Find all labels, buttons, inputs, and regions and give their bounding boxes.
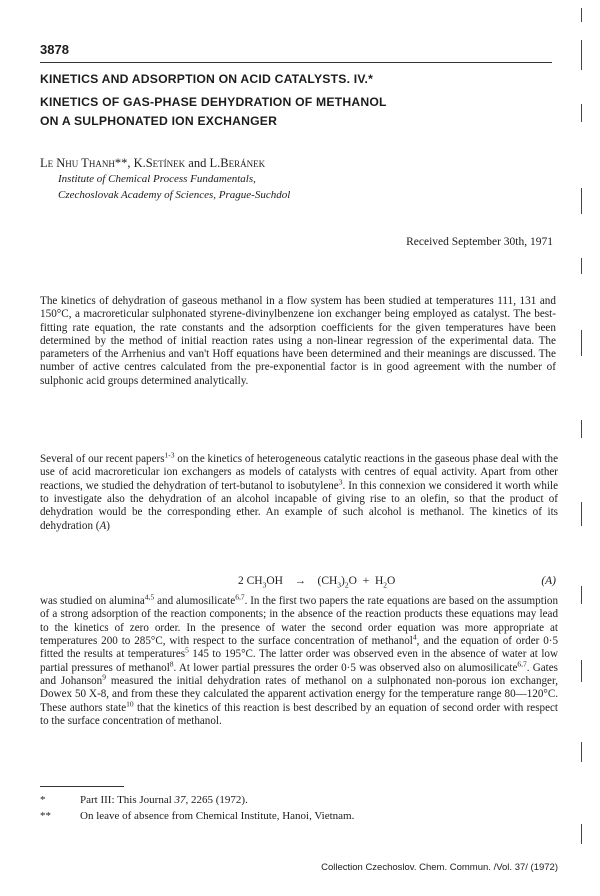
scan-margin-mark (581, 258, 582, 274)
text-run: , and the equation of order 0·5 fitted the results at temperatures (40, 635, 558, 661)
text-run: and alumosilicate (154, 595, 236, 607)
affiliation-line-1: Institute of Chemical Process Fundamentals, (58, 173, 256, 185)
journal-citation: Collection Czechoslov. Chem. Commun. /Vol. 37/ (1972) (321, 862, 558, 873)
text-run: Several of our recent papers (40, 453, 165, 465)
scan-margin-mark (581, 40, 582, 70)
title-line-3: ON A SULPHONATED ION EXCHANGER (40, 114, 278, 128)
page-number: 3878 (40, 42, 69, 57)
text-run: . In this connexion we considered it worth while to investigate also the dehydration of an alcohol incapable of giving rise to an olefin, so that the product of dehydration would be the corresponding ether. An example of such alcohol is methanol. The kinetics of its dehydration ( (40, 479, 559, 532)
citation-ref: 6,7 (235, 592, 245, 602)
author-name: K.Setínek (133, 156, 186, 170)
citation-ref: 10 (126, 699, 134, 709)
citation-ref: 6,7 (517, 659, 527, 669)
scan-margin-mark (581, 330, 582, 356)
scan-margin-mark (581, 742, 582, 762)
citation-ref: 4 (412, 632, 417, 642)
citation-ref: 5 (185, 645, 189, 655)
equation-ref: A (99, 519, 107, 532)
text-run: . At lower partial pressures the order 0·5 was observed also on alumosilicate (173, 661, 518, 674)
abstract: The kinetics of dehydration of gaseous methanol in a flow system has been studied at temperatures 111, 131 and 150°C, a macroreticular sulphonated styrene-divinylbenzene ion exchanger being employed as catalyst. The best-fitting rate equation, the rate constants and the adsorption coefficients for the given temperatures have been determined by the method of initial reaction rates using a non-linear regression of the experimental data. The parameters of the Arrhenius and van't Hoff equations have been determined and their meanings are discussed. The number of active centres calculated from the pre-exponential factor is in good agreement with the number of sulphonic acid groups determined analytically. (40, 295, 556, 387)
scan-margin-mark (581, 502, 582, 526)
citation-ref: 1-3 (164, 450, 175, 460)
text-run: ) (106, 519, 110, 532)
text-run: . In the first two papers the rate equations are based on the assumption of a strong adsorption of the reaction components; in the absence of the reaction products these equations may lead to the kinetics of zero order. In the presence of water the second order equation was more appropriate at temperatures 200 to 285°C, with respect to the surface concentration of methanol (40, 595, 558, 648)
footnote-rule (40, 786, 124, 787)
text-run: . Gates and Johanson (40, 661, 558, 688)
scan-margin-mark (581, 824, 582, 844)
citation-ref: 3 (338, 477, 343, 486)
footnote-2: ** On leave of absence from Chemical Institute, Hanoi, Vietnam. (40, 810, 355, 822)
body-paragraph-1 (40, 450, 559, 533)
author-separator: and (185, 156, 210, 170)
text-run: on the kinetics of heterogeneous catalytic reactions in the gaseous phase deal with the use of acid macroreticular ion exchangers as models of catalysts with centres of equal activity. Apart from other reactions, we studied the dehydration of tert-butanol to isobutylene (40, 453, 558, 492)
equation-label: (A) (541, 575, 556, 587)
citation-ref: 9 (102, 672, 106, 682)
body-paragraph-2 (40, 592, 559, 728)
title-line-1: KINETICS AND ADSORPTION ON ACID CATALYSTS. IV.* (40, 72, 374, 86)
scan-margin-mark (581, 104, 582, 122)
scan-margin-mark (581, 8, 582, 22)
affiliation-line-2: Czechoslovak Academy of Sciences, Prague-Suchdol (58, 189, 291, 201)
volume-number: 37 (174, 794, 186, 806)
text-run: 145 to 195°C. The latter order was observed even in the absence of water at low partial pressures of methanol (40, 648, 558, 674)
scan-margin-mark (581, 586, 582, 604)
text-run: measured the initial dehydration rates of methanol on a sulphonated non-porous ion exchanger, Dowex 50 X-8, and from these they calculated the apparent activation energy for the temperature range 80—120°C. These authors state (40, 675, 558, 714)
footnote-1: * Part III: This Journal 37, 2265 (1972). (40, 794, 248, 806)
equation-body: 2 $CH_3OH$ → $(CH_3)_2O + H_2O$ (238, 575, 396, 590)
author-separator: , (127, 156, 134, 170)
author-list (40, 156, 265, 171)
author-name: L.Beránek (209, 156, 266, 170)
text-run: that the kinetics of this reaction is best described by an equation of second order with respect to the surface concentration of methanol. (40, 701, 559, 728)
footnote-mark: ** (40, 810, 51, 822)
reaction-equation (40, 575, 556, 591)
text-run: was studied on alumina (40, 595, 145, 607)
scan-margin-mark (581, 188, 582, 214)
scan-margin-mark (581, 660, 582, 682)
header-rule (40, 62, 552, 63)
author-name: Le Nhu Thanh** (40, 156, 128, 170)
reaction-arrow: → (294, 575, 306, 587)
citation-ref: 4,5 (144, 592, 155, 602)
citation-ref: 8 (169, 659, 174, 669)
title-line-2: KINETICS OF GAS-PHASE DEHYDRATION OF METHANOL (40, 95, 387, 109)
footnote-mark: * (40, 794, 46, 806)
plus-sign: + (362, 575, 370, 587)
scan-margin-mark (581, 420, 582, 438)
received-date: Received September 30th, 1971 (406, 236, 553, 248)
